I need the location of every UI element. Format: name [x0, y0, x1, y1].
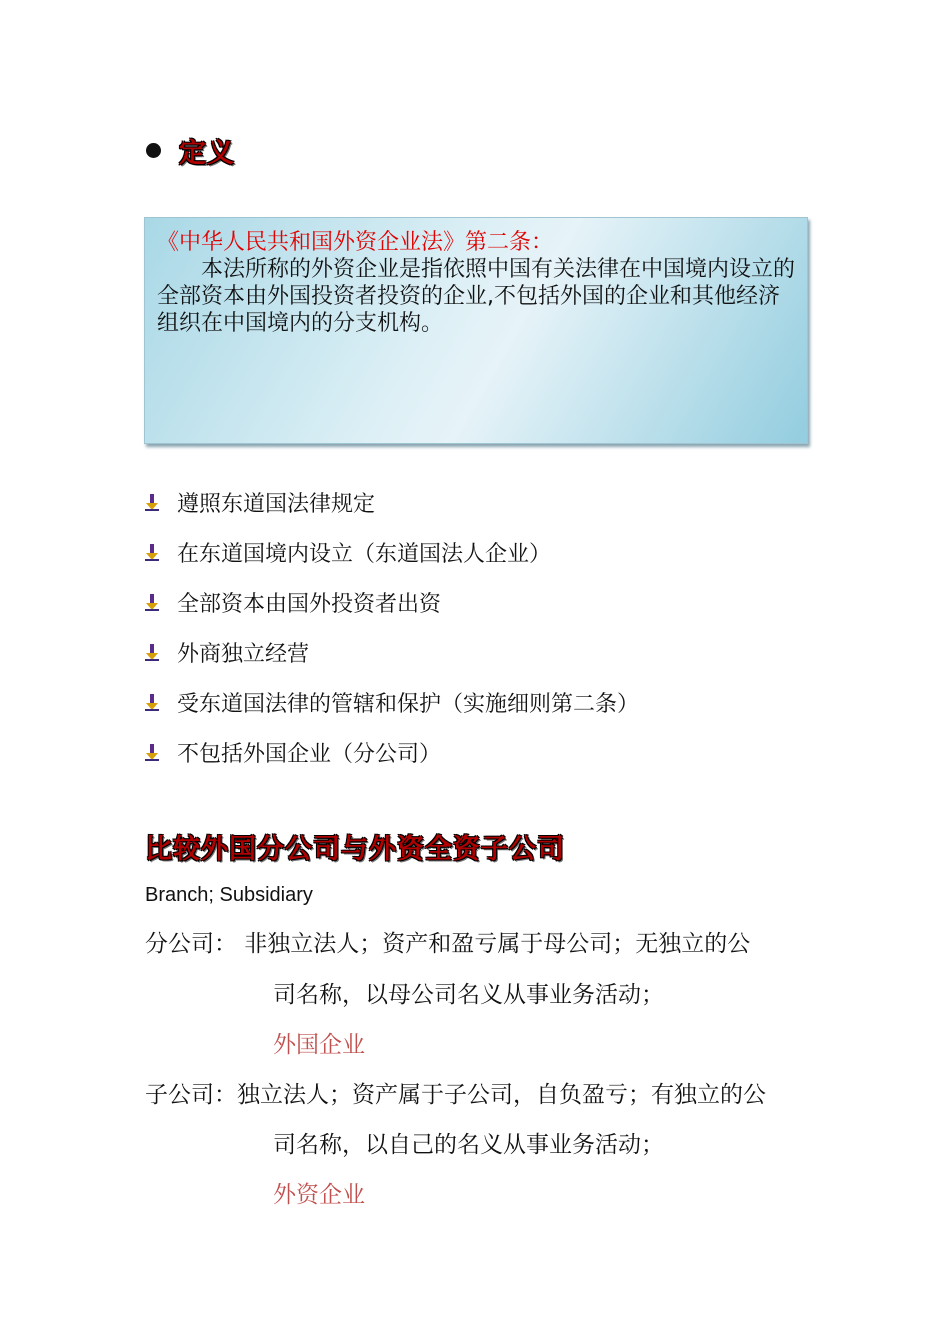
- feature-item: [145, 477, 639, 527]
- feature-list: [145, 477, 639, 777]
- law-text: 本法所称的外资企业是指依照中国有关法律在中国境内设立的全部资本由外国投资者投资的企业,不包括外国的企业和其他经济组织在中国境内的分支机构。: [157, 257, 796, 336]
- down-arrow-icon: [145, 692, 159, 712]
- bullet-dot-icon: [146, 143, 161, 158]
- definition-title: 定义: [179, 137, 235, 169]
- law-title: 《中华人民共和国外资企业法》第二条：: [157, 230, 554, 255]
- feature-text: 遵照东道国法律规定: [177, 491, 376, 517]
- comparison-heading: 比较外国分公司与外资全资子公司: [145, 834, 565, 865]
- feature-text: 不包括外国企业（分公司）: [177, 741, 442, 767]
- branch-line-1: 分公司： 非独立法人；资产和盈亏属于母公司；无独立的公: [145, 931, 751, 957]
- feature-text: 在东道国境内设立（东道国法人企业）: [177, 541, 552, 567]
- branch-label: 外国企业: [273, 1032, 365, 1058]
- feature-text: 外商独立经营: [177, 641, 310, 667]
- down-arrow-icon: [145, 642, 159, 662]
- subsidiary-line-2: 司名称，以自己的名义从事业务活动；: [273, 1132, 664, 1158]
- feature-text: 受东道国法律的管辖和保护（实施细则第二条）: [177, 691, 640, 717]
- law-quote-box: [144, 217, 808, 444]
- feature-item: [145, 627, 639, 677]
- feature-item: [145, 727, 639, 777]
- feature-item: [145, 527, 639, 577]
- definition-heading: [146, 130, 235, 170]
- feature-item: [145, 677, 639, 727]
- down-arrow-icon: [145, 542, 159, 562]
- branch-line-2: 司名称，以母公司名义从事业务活动；: [273, 982, 664, 1008]
- subsidiary-label: 外资企业: [273, 1182, 365, 1208]
- down-arrow-icon: [145, 742, 159, 762]
- down-arrow-icon: [145, 492, 159, 512]
- feature-text: 全部资本由国外投资者出资: [177, 591, 442, 617]
- subsidiary-line-1: 子公司：独立法人；资产属于子公司，自负盈亏；有独立的公: [145, 1082, 766, 1108]
- feature-item: [145, 577, 639, 627]
- comparison-subtitle: Branch; Subsidiary: [145, 884, 313, 906]
- down-arrow-icon: [145, 592, 159, 612]
